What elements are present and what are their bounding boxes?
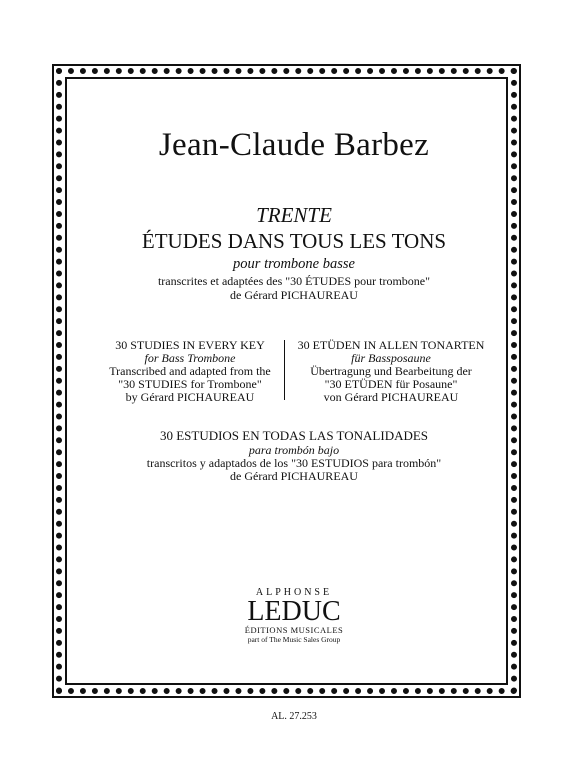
spanish-instrument: para trombón bajo — [248, 443, 340, 457]
subtitle-author: de Gérard PICHAUREAU — [230, 288, 358, 302]
title-trente: TRENTE — [256, 203, 332, 227]
publisher-editions: ÉDITIONS MUSICALES — [244, 625, 344, 635]
composer-name: Jean-Claude Barbez — [158, 127, 430, 163]
german-instrument: für Bassposaune — [351, 351, 431, 365]
publisher-group: part of The Music Sales Group — [247, 635, 341, 644]
german-block — [291, 339, 491, 404]
publisher-leduc: LEDUC — [247, 596, 341, 627]
subtitle-instrument: pour trombone basse — [233, 256, 355, 272]
english-author: by Gérard PICHAUREAU — [125, 390, 255, 404]
publisher-logo — [0, 587, 588, 644]
german-line-2: "30 ETÜDEN für Posaune" — [324, 377, 458, 391]
title-etudes: ÉTUDES DANS TOUS LES TONS — [141, 229, 447, 253]
english-line-2: "30 STUDIES for Trombone" — [118, 377, 262, 391]
column-divider — [284, 340, 285, 400]
spanish-author: de Gérard PICHAUREAU — [230, 469, 358, 483]
spanish-line-1: transcritos y adaptados de los "30 ESTUDIOS para trombón" — [146, 456, 442, 470]
english-line-1: Transcribed and adapted from the — [109, 364, 271, 378]
spanish-heading: 30 ESTUDIOS EN TODAS LAS TONALIDADES — [159, 428, 429, 443]
german-line-1: Übertragung und Bearbeitung der — [310, 364, 472, 378]
german-author: von Gérard PICHAUREAU — [323, 390, 459, 404]
german-heading: 30 ETÜDEN IN ALLEN TONARTEN — [297, 338, 485, 352]
english-block — [90, 339, 290, 404]
catalog-number: AL. 27.253 — [271, 711, 317, 722]
publisher-alphonse: ALPHONSE — [255, 587, 333, 598]
english-instrument: for Bass Trombone — [144, 351, 236, 365]
subtitle-source: transcrites et adaptées des "30 ÉTUDES pour trombone" — [157, 274, 431, 288]
spanish-block — [0, 428, 588, 483]
english-heading: 30 STUDIES IN EVERY KEY — [115, 338, 265, 352]
